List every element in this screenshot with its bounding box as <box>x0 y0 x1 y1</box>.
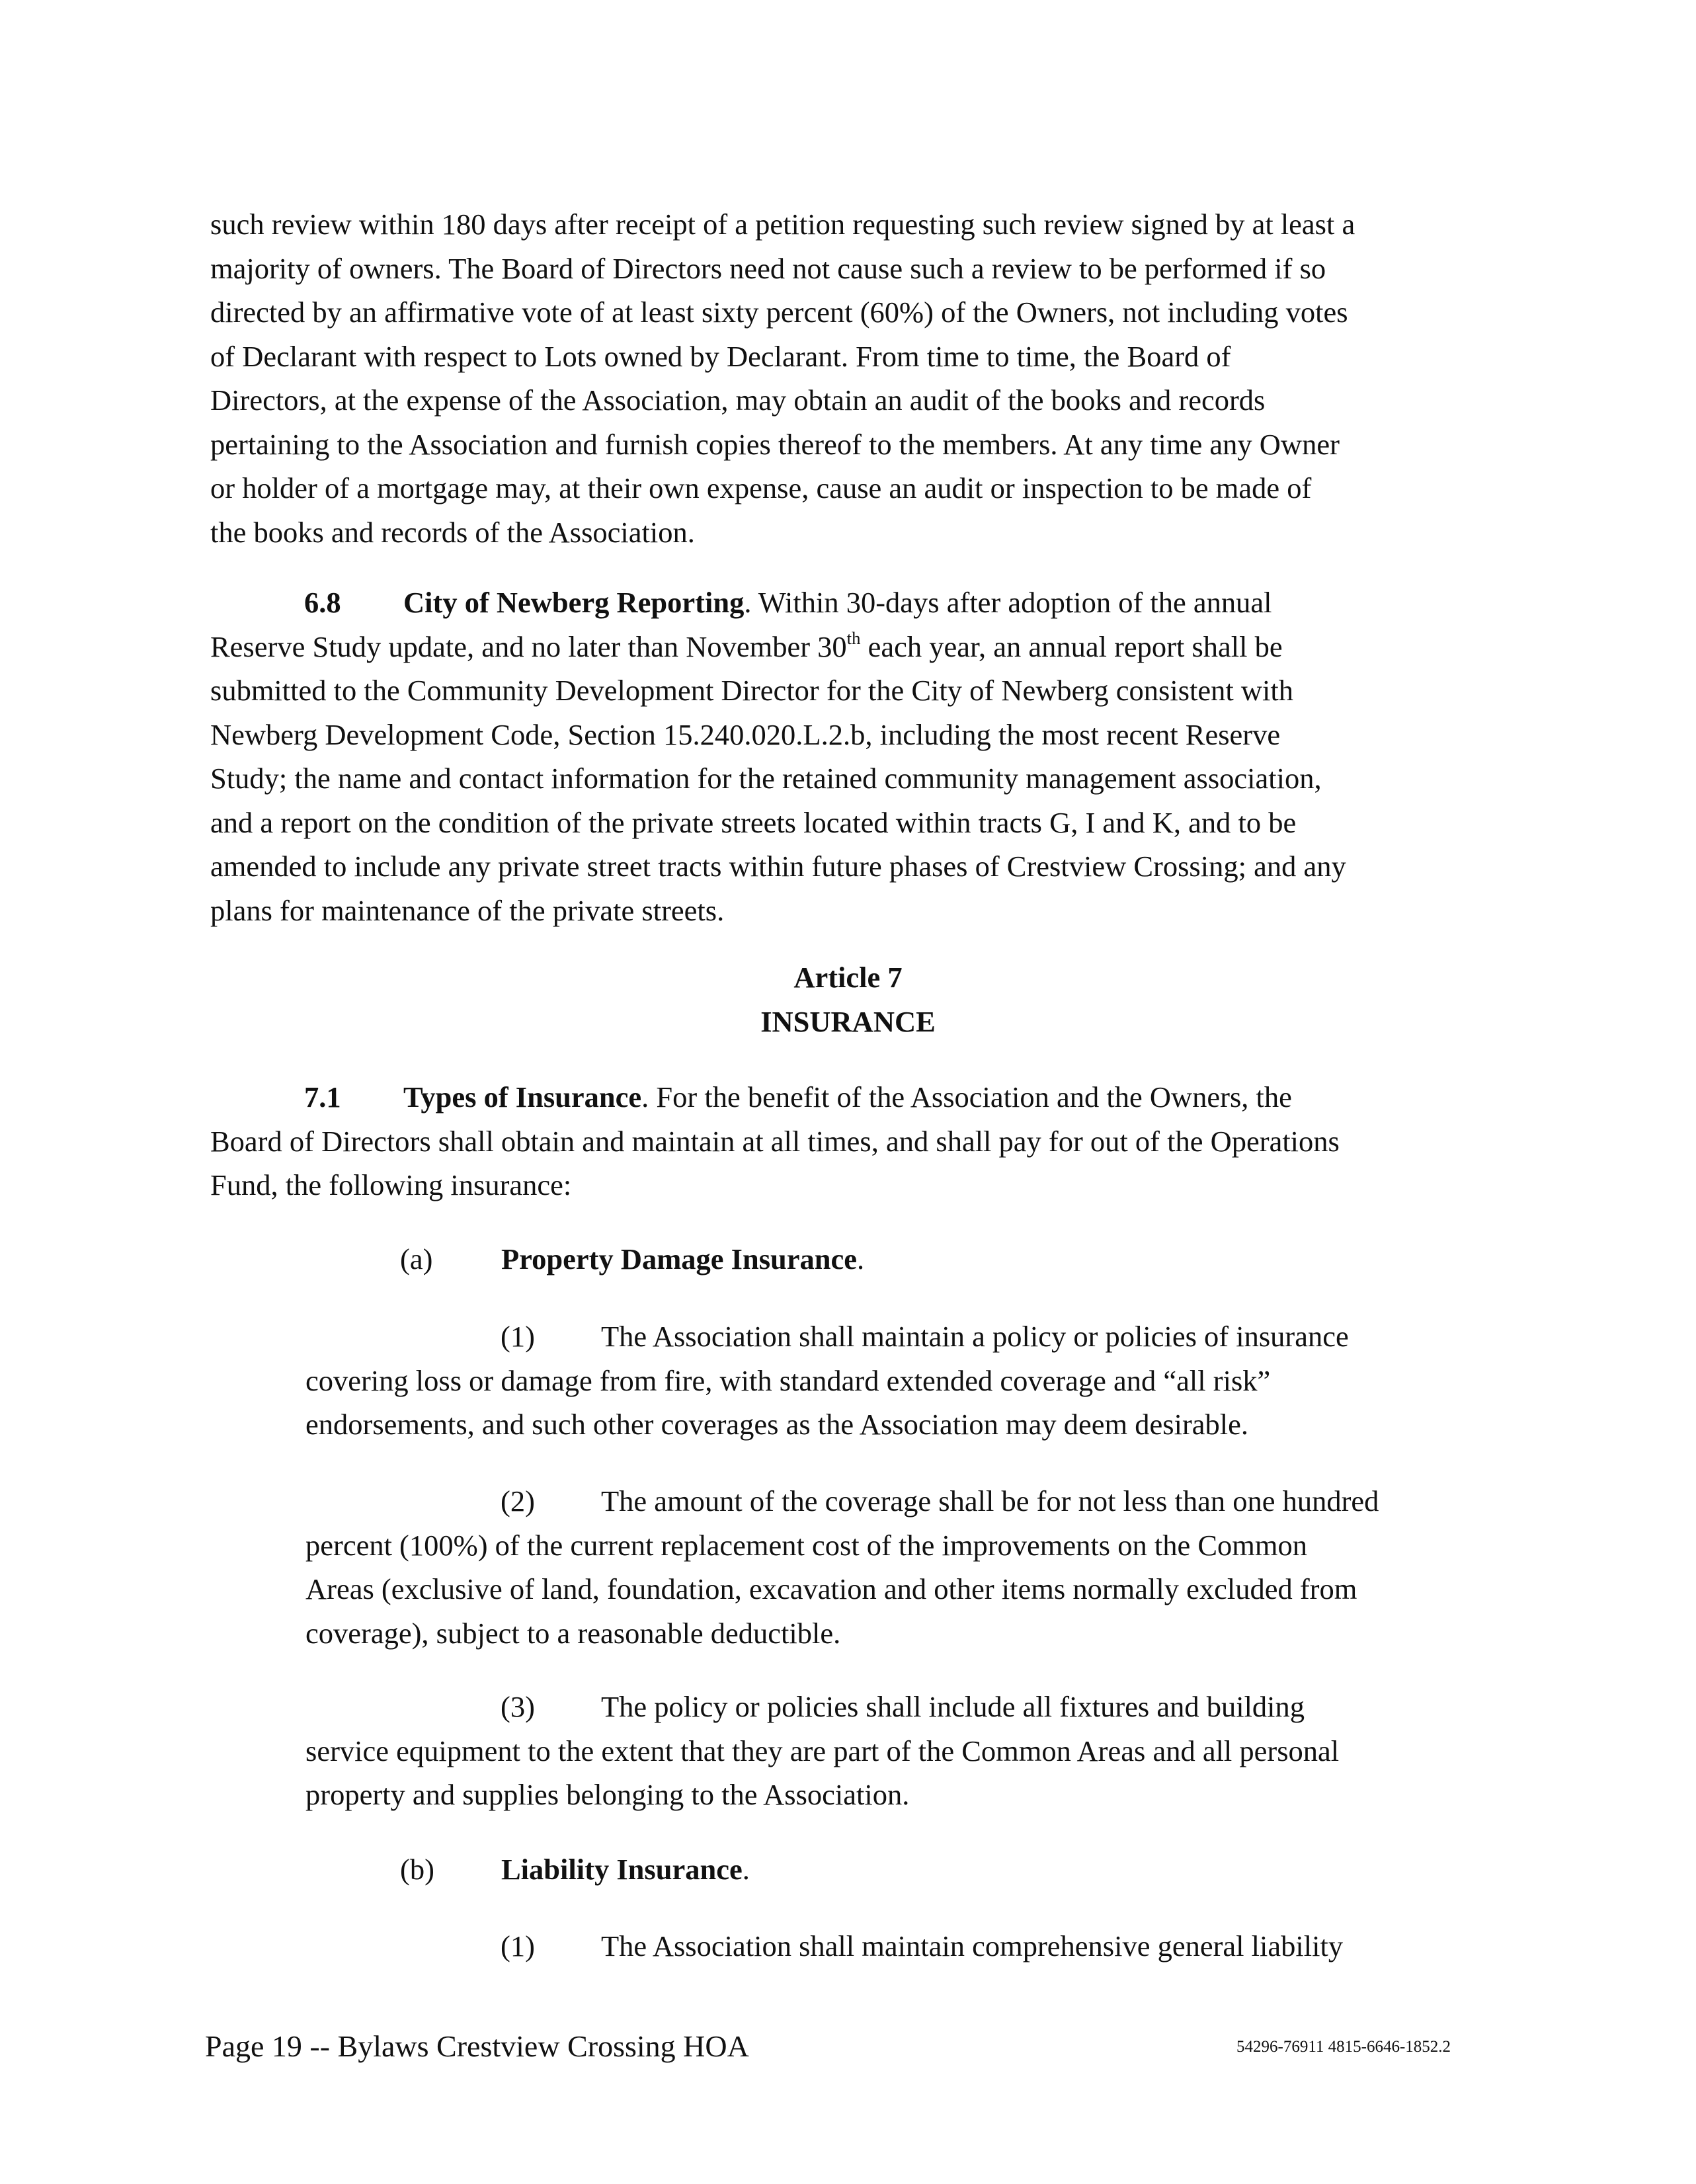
text-line <box>400 1237 864 1281</box>
subsection-label: (b) <box>400 1853 434 1886</box>
text-line <box>400 1847 750 1892</box>
text-fragment: The policy or policies shall include all fixtures and building <box>601 1690 1305 1723</box>
section-title: City of Newberg Reporting <box>403 586 745 619</box>
article-title: INSURANCE <box>760 1004 936 1038</box>
text-line: and a report on the condition of the private streets located within tracts G, I and K, and to be <box>210 805 1297 839</box>
section-number: 6.8 <box>304 586 341 619</box>
text-line: of Declarant with respect to Lots owned by Declarant. From time to time, the Board of <box>210 339 1231 373</box>
text-line: such review within 180 days after receipt of a petition requesting such review signed by at least a <box>210 208 1355 241</box>
text-line: amended to include any private street tracts within future phases of Crestview Crossing; and any <box>210 850 1346 883</box>
item-number: (3) <box>501 1690 535 1723</box>
text-fragment: . Within 30-days after adoption of the annual <box>744 586 1272 619</box>
text-fragment: Reserve Study update, and no later than November 30 <box>210 629 847 663</box>
text-fragment: . For the benefit of the Association and the Owners, the <box>641 1080 1292 1113</box>
text-fragment: The Association shall maintain a policy or policies of insurance <box>601 1320 1349 1353</box>
section-6-8 <box>210 581 1346 932</box>
item-first-line <box>305 1685 1339 1729</box>
item-number: (2) <box>501 1484 535 1517</box>
text-line: Study; the name and contact information for the retained community management association, <box>210 762 1322 795</box>
text-fragment: The Association shall maintain comprehensive general liability <box>601 1929 1344 1962</box>
text-line: Directors, at the expense of the Association, may obtain an audit of the books and records <box>210 384 1266 417</box>
item-number: (1) <box>501 1320 535 1353</box>
article-label: Article 7 <box>793 961 903 994</box>
text-line: majority of owners. The Board of Directors need not cause such a review to be performed if so <box>210 251 1326 285</box>
text-line: endorsements, and such other coverages as the Association may deem desirable. <box>305 1408 1249 1441</box>
text-line: coverage), subject to a reasonable deductible. <box>305 1616 841 1650</box>
item-a-1 <box>305 1314 1349 1447</box>
item-number: (1) <box>501 1929 535 1962</box>
article-heading <box>0 955 1696 1043</box>
document-id: 54296-76911 4815-6646-1852.2 <box>1236 2038 1451 2056</box>
text-line: Fund, the following insurance: <box>210 1168 572 1201</box>
text-line: Board of Directors shall obtain and maintain at all times, and shall pay for out of the Operations <box>210 1124 1340 1158</box>
item-first-line <box>305 1479 1379 1523</box>
text-line <box>210 625 1346 669</box>
text-line: the books and records of the Association. <box>210 515 695 549</box>
section-title: Types of Insurance <box>403 1080 642 1113</box>
text-line: directed by an affirmative vote of at least sixty percent (60%) of the Owners, not including votes <box>210 296 1348 329</box>
text-fragment: . <box>742 1853 750 1886</box>
item-a-3 <box>305 1685 1339 1817</box>
section-heading-line <box>210 581 1346 625</box>
text-line: property and supplies belonging to the Association. <box>305 1778 910 1811</box>
text-line: Areas (exclusive of land, foundation, excavation and other items normally excluded from <box>305 1572 1357 1605</box>
text-fragment: . <box>857 1242 865 1275</box>
text-line: percent (100%) of the current replacement cost of the improvements on the Common <box>305 1528 1307 1562</box>
section-heading-line <box>210 1075 1340 1119</box>
text-line: plans for maintenance of the private streets. <box>210 893 725 927</box>
item-first-line <box>305 1924 1343 1968</box>
section-number: 7.1 <box>304 1080 341 1113</box>
section-7-1 <box>210 1075 1340 1207</box>
subsection-a-heading <box>400 1237 864 1281</box>
text-line: submitted to the Community Development Director for the City of Newberg consistent with <box>210 674 1293 707</box>
ordinal-suffix: th <box>846 628 861 649</box>
continuation-paragraph <box>210 202 1355 554</box>
text-line: or holder of a mortgage may, at their own expense, cause an audit or inspection to be made of <box>210 471 1312 505</box>
text-fragment: The amount of the coverage shall be for not less than one hundred <box>601 1484 1379 1517</box>
subsection-title: Property Damage Insurance <box>501 1242 858 1275</box>
text-line: service equipment to the extent that they are part of the Common Areas and all personal <box>305 1734 1340 1767</box>
subsection-title: Liability Insurance <box>501 1853 743 1886</box>
item-first-line <box>305 1314 1349 1359</box>
text-line: pertaining to the Association and furnish copies thereof to the members. At any time any Owner <box>210 427 1340 461</box>
subsection-b-heading <box>400 1847 750 1892</box>
text-fragment: each year, an annual report shall be <box>860 629 1283 663</box>
text-line: covering loss or damage from fire, with standard extended coverage and “all risk” <box>305 1363 1271 1397</box>
page-footer-title: Page 19 -- Bylaws Crestview Crossing HOA <box>205 2029 749 2063</box>
text-line: Newberg Development Code, Section 15.240.020.L.2.b, including the most recent Reserve <box>210 717 1281 751</box>
subsection-label: (a) <box>400 1242 433 1275</box>
item-b-1 <box>305 1924 1343 1968</box>
item-a-2 <box>305 1479 1379 1655</box>
